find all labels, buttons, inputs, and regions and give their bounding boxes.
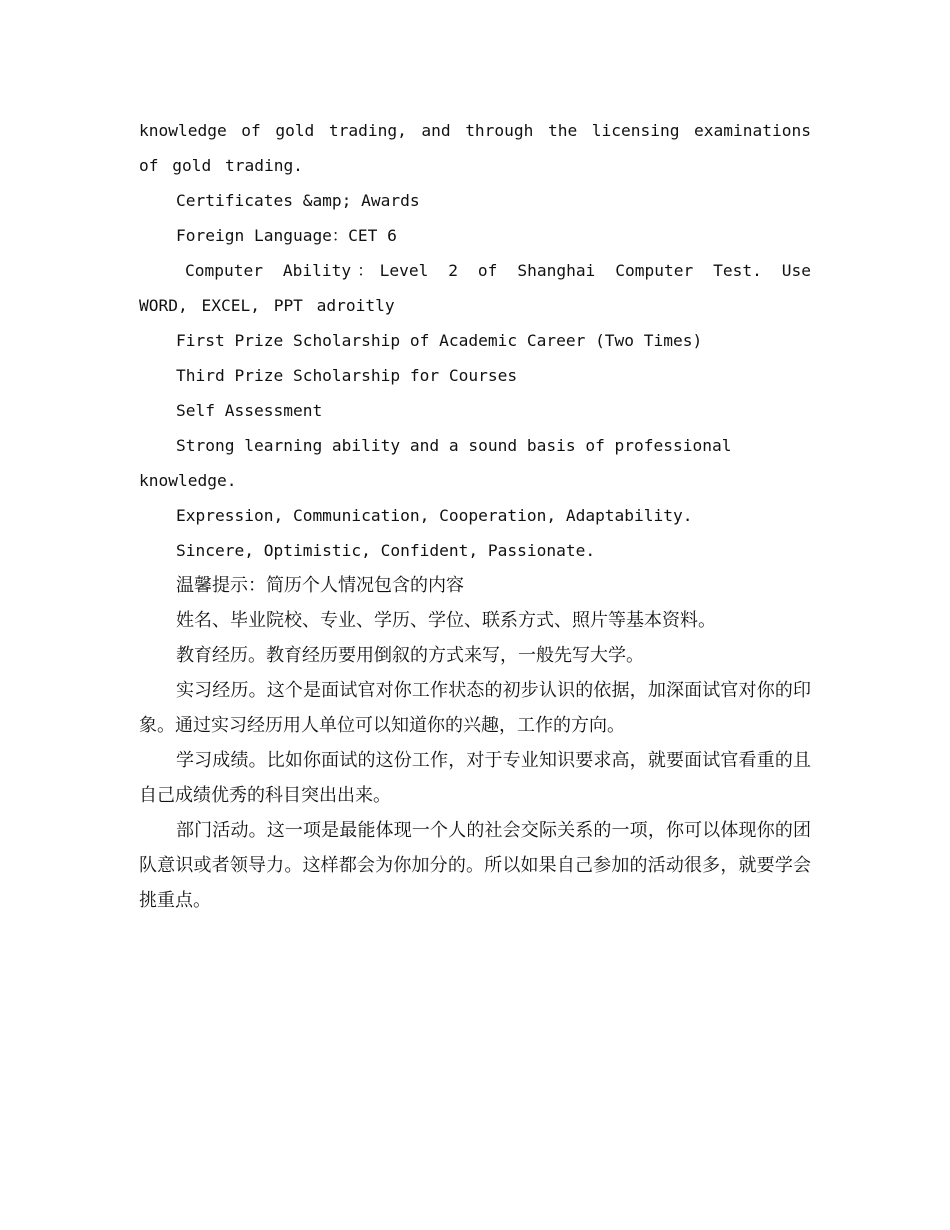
paragraph-foreign-language: Foreign Language：CET 6 bbox=[176, 226, 397, 245]
paragraph-grades: 学习成绩。比如你面试的这份工作，对于专业知识要求高，就要面试官看重的且自己成绩优秀的科目突出出来。 bbox=[139, 750, 811, 806]
paragraph-third-prize: Third Prize Scholarship for Courses bbox=[176, 366, 518, 385]
paragraph-basic-info: 姓名、毕业院校、专业、学历、学位、联系方式、照片等基本资料。 bbox=[176, 610, 716, 631]
paragraph-gold-trading: knowledge of gold trading, and through the licensing examinations of gold trading. bbox=[139, 121, 811, 175]
paragraph-tip-title: 温馨提示：简历个人情况包含的内容 bbox=[176, 575, 464, 596]
paragraph-learning-ability: Strong learning ability and a sound basis of professional knowledge. bbox=[139, 436, 732, 490]
paragraph-first-prize: First Prize Scholarship of Academic Career (Two Times) bbox=[176, 331, 703, 350]
paragraph-activities: 部门活动。这一项是最能体现一个人的社会交际关系的一项，你可以体现你的团队意识或者领导力。这样都会为你加分的。所以如果自己参加的活动很多，就要学会挑重点。 bbox=[139, 820, 811, 911]
paragraph-computer-ability: Computer Ability：Level 2 of Shanghai Computer Test. Use WORD, EXCEL, PPT adroitly bbox=[139, 261, 811, 315]
heading-self-assessment: Self Assessment bbox=[176, 401, 323, 420]
paragraph-expression: Expression, Communication, Cooperation, Adaptability. bbox=[176, 506, 693, 525]
paragraph-education: 教育经历。教育经历要用倒叙的方式来写，一般先写大学。 bbox=[176, 645, 644, 666]
document-page bbox=[139, 113, 811, 918]
heading-certificates-awards: Certificates &amp; Awards bbox=[176, 191, 420, 210]
paragraph-sincere: Sincere, Optimistic, Confident, Passionate. bbox=[176, 541, 596, 560]
paragraph-internship: 实习经历。这个是面试官对你工作状态的初步认识的依据，加深面试官对你的印象。通过实习经历用人单位可以知道你的兴趣，工作的方向。 bbox=[139, 680, 811, 736]
